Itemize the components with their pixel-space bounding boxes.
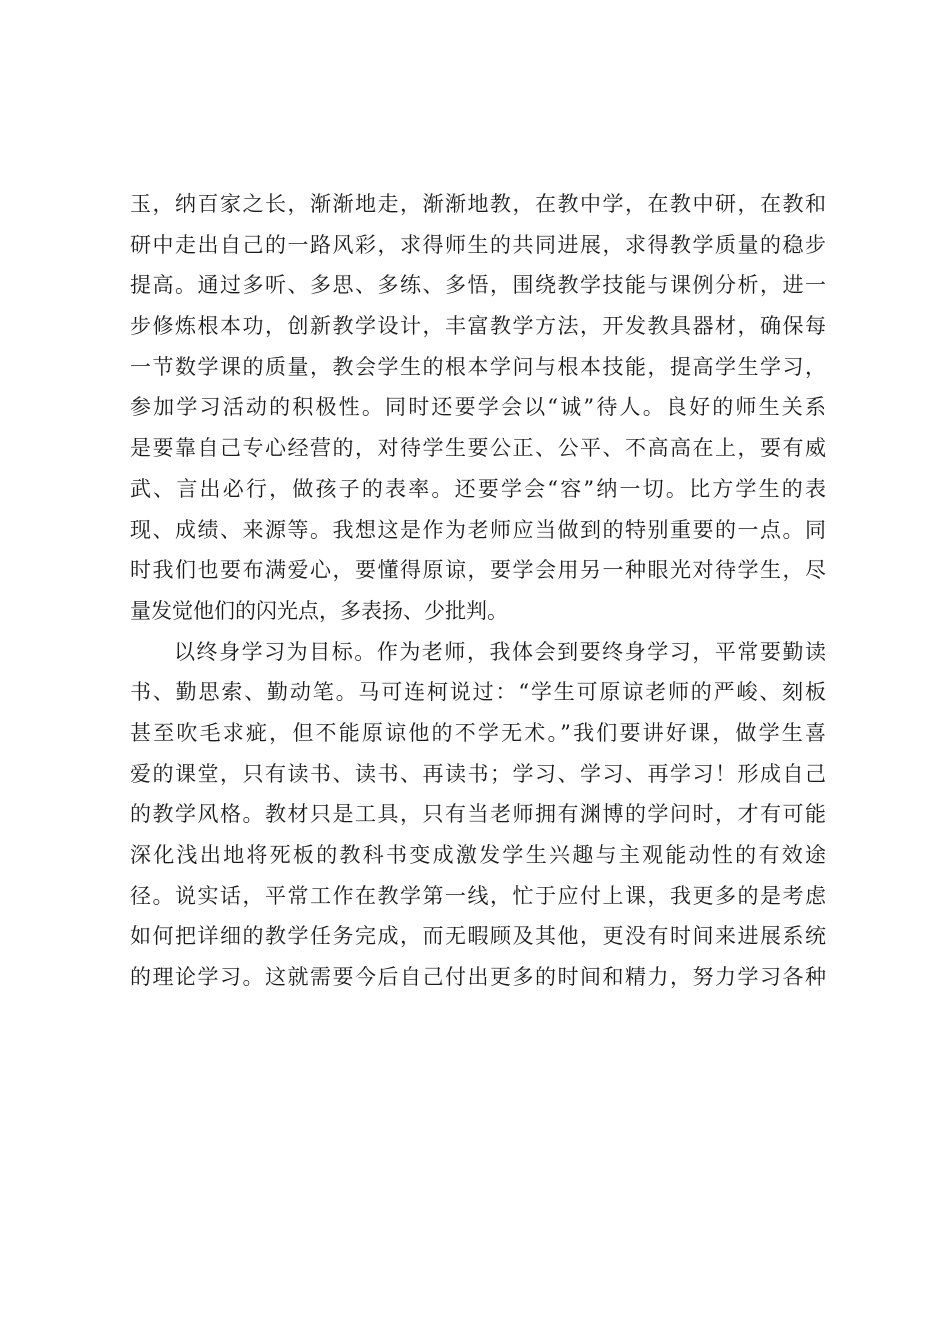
text-line: 书、勤思索、勤动笔。马可连柯说过：“学生可原谅老师的严峻、刻板 xyxy=(130,680,826,705)
paragraph-1 xyxy=(130,184,826,632)
text-line: 甚至吹毛求疵，但不能原谅他的不学无术。”我们要讲好课，做学生喜 xyxy=(130,720,826,745)
text-line: 量发觉他们的闪光点，多表扬、少批判。 xyxy=(130,598,508,623)
text-line: 的理论学习。这就需要今后自己付出更多的时间和精力，努力学习各种 xyxy=(130,965,826,990)
text-line: 以终身学习为目标。作为老师，我体会到要终身学习，平常要勤读 xyxy=(174,639,826,664)
text-line: 的教学风格。教材只是工具，只有当老师拥有渊博的学问时，才有可能 xyxy=(130,802,826,827)
text-line: 时我们也要布满爱心，要懂得原谅，要学会用另一种眼光对待学生，尽 xyxy=(130,558,826,583)
text-line: 是要靠自己专心经营的，对待学生要公正、公平、不高高在上，要有威 xyxy=(130,436,826,461)
text-line: 径。说实话，平常工作在教学第一线，忙于应付上课，我更多的是考虑 xyxy=(130,883,826,908)
text-line: 提高。通过多听、多思、多练、多悟，围绕教学技能与课例分析，进一 xyxy=(130,273,826,298)
text-line: 深化浅出地将死板的教科书变成激发学生兴趣与主观能动性的有效途 xyxy=(130,843,826,867)
text-line: 步修炼根本功，创新教学设计，丰富教学方法，开发教具器材，确保每 xyxy=(130,314,826,339)
paragraph-2 xyxy=(130,632,826,998)
text-line: 玉，纳百家之长，渐渐地走，渐渐地教，在教中学，在教中研，在教和 xyxy=(130,192,826,216)
text-line: 研中走出自己的一路风彩，求得师生的共同进展，求得教学质量的稳步 xyxy=(130,232,826,257)
text-line: 武、言出必行，做孩子的表率。还要学会“容”纳一切。比方学生的表 xyxy=(130,476,826,501)
text-line: 如何把详细的教学任务完成，而无暇顾及其他，更没有时间来进展系统 xyxy=(130,924,826,949)
text-line: 现、成绩、来源等。我想这是作为老师应当做到的特别重要的一点。同 xyxy=(130,517,826,542)
text-line: 参加学习活动的积极性。同时还要学会以“诚”待人。良好的师生关系 xyxy=(130,395,826,420)
text-line: 一节数学课的质量，教会学生的根本学问与根本技能，提高学生学习， xyxy=(130,354,826,379)
body-text xyxy=(130,184,826,998)
text-line: 爱的课堂，只有读书、读书、再读书；学习、学习、再学习！形成自己 xyxy=(130,761,826,786)
